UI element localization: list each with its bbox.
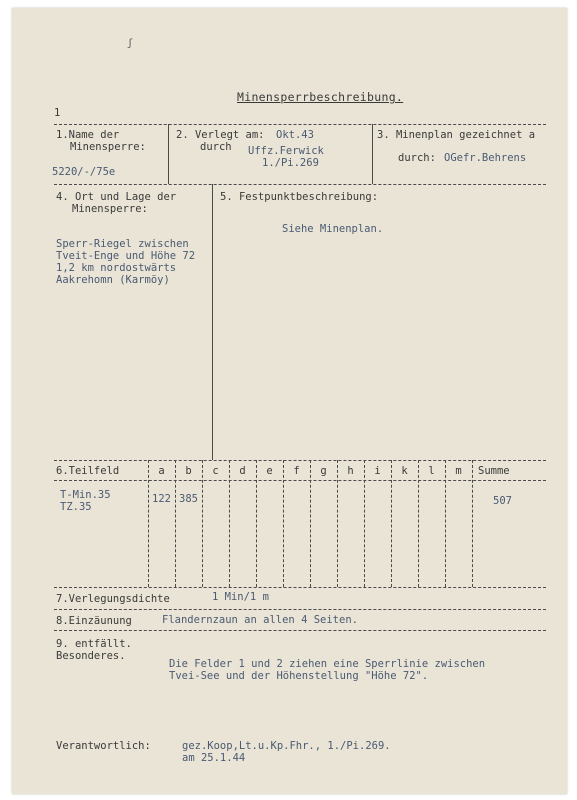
sec7-label: 7.Verlegungsdichte <box>56 593 170 605</box>
document-page <box>12 8 567 794</box>
sec6-row-label-line2: TZ.35 <box>60 501 92 513</box>
sec6-cell-value: 385 <box>179 493 198 505</box>
rule-after-sec1 <box>54 184 546 185</box>
sec6-column-line <box>472 460 473 587</box>
sec6-column-header: i <box>374 465 381 477</box>
sec6-column-header: g <box>320 465 327 477</box>
sec5-value: Siehe Minenplan. <box>282 223 384 235</box>
sec3-label-durch: durch: <box>398 152 436 164</box>
footer-signature-line2: am 25.1.44 <box>182 752 246 764</box>
sec6-column-line <box>418 460 419 587</box>
sec4-line: 1,2 km nordostwärts <box>56 262 177 274</box>
sec2-value-date: Okt.43 <box>276 129 314 141</box>
footer-signature-line1: gez.Koop,Lt.u.Kp.Fhr., 1./Pi.269. <box>182 740 391 752</box>
sec6-column-line <box>202 460 203 587</box>
rule-top <box>54 124 546 125</box>
document-title: Minensperrbeschreibung. <box>237 90 404 104</box>
rule-after-sec7 <box>54 609 546 610</box>
divider-sec1-sec2 <box>168 124 169 184</box>
sec4-label-line1: 4. Ort und Lage der <box>56 191 177 203</box>
sec4-line: Sperr-Riegel zwischen <box>56 238 189 250</box>
sec3-label: 3. Minenplan gezeichnet a <box>377 129 536 141</box>
sec6-column-header: e <box>266 465 273 477</box>
sec9-line: Die Felder 1 und 2 ziehen eine Sperrlinie zwischen <box>169 658 486 670</box>
sec8-label: 8.Einzäunung <box>56 615 132 627</box>
sec7-value: 1 Min/1 m <box>212 591 269 603</box>
sec6-column-header: b <box>185 465 192 477</box>
sec4-label-line2: Minensperre: <box>72 203 148 215</box>
footer-label: Verantwortlich: <box>56 740 151 752</box>
sec6-column-header: l <box>428 465 435 477</box>
sec2-value-unit: 1./Pi.269 <box>262 157 319 169</box>
sec6-column-line <box>148 460 149 587</box>
sec5-label: 5. Festpunktbeschreibung: <box>220 191 379 203</box>
sec6-column-line <box>445 460 446 587</box>
ink-mark: ʃ <box>127 38 134 49</box>
rule-after-sec8 <box>54 630 546 631</box>
sec6-column-line <box>364 460 365 587</box>
sec6-column-line <box>310 460 311 587</box>
sec6-column-header: d <box>239 465 246 477</box>
sec6-label: 6.Teilfeld <box>56 465 120 477</box>
divider-sec2-sec3 <box>372 124 373 184</box>
sec6-column-line <box>337 460 338 587</box>
sec6-column-header: k <box>401 465 408 477</box>
sec6-column-line <box>391 460 392 587</box>
document-number: 1 <box>54 107 61 119</box>
sec9-label-line2: Besonderes. <box>56 650 126 662</box>
sec4-line: Aakrehomn (Karmöy) <box>56 274 170 286</box>
sec2-label-durch: durch <box>200 141 232 153</box>
divider-sec4-sec5 <box>212 184 213 460</box>
sec6-column-header: a <box>158 465 165 477</box>
sec6-column-line <box>229 460 230 587</box>
sec6-row-label-line1: T-Min.35 <box>60 489 111 501</box>
sec3-value: OGefr.Behrens <box>444 152 527 164</box>
sec2-value-name: Uffz.Ferwick <box>248 145 324 157</box>
sec6-column-line <box>256 460 257 587</box>
sec6-column-header: h <box>347 465 354 477</box>
sec9-label-line1: 9. entfällt. <box>56 638 132 650</box>
sec9-line: Tvei-See und der Höhenstellung "Höhe 72". <box>169 670 429 682</box>
sec6-column-header: c <box>212 465 219 477</box>
sec2-label-verlegt: 2. Verlegt am: <box>176 129 265 141</box>
sec1-label-line2: Minensperre: <box>70 141 146 153</box>
sec1-value: 5220/-/75e <box>52 166 116 178</box>
sec8-value: Flandernzaun an allen 4 Seiten. <box>162 614 358 626</box>
sec6-column-line <box>175 460 176 587</box>
sec6-sum-label: Summe <box>478 465 510 477</box>
sec6-sum-value: 507 <box>493 495 512 507</box>
rule-after-sec6 <box>54 587 546 588</box>
sec6-column-header: m <box>455 465 462 477</box>
sec6-column-line <box>283 460 284 587</box>
sec6-cell-value: 122 <box>152 493 171 505</box>
sec4-line: Tveit-Enge und Höhe 72 <box>56 250 196 262</box>
sec6-column-header: f <box>293 465 300 477</box>
sec1-label-line1: 1.Name der <box>56 129 120 141</box>
